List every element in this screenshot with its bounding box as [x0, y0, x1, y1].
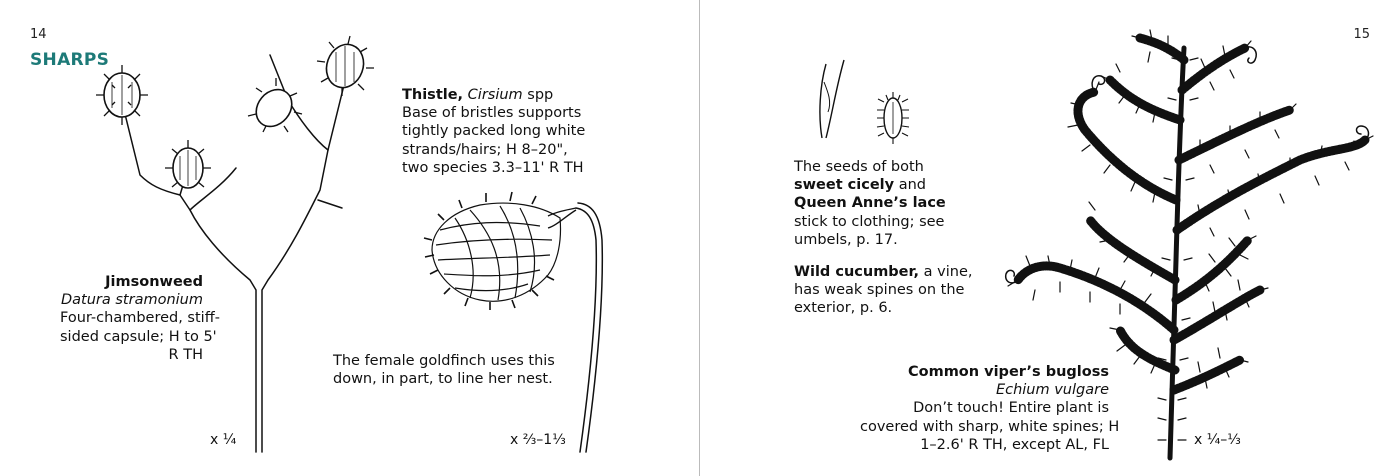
goldfinch-note — [333, 352, 555, 388]
page-number: 15 — [1353, 27, 1370, 42]
thistle-illustration — [0, 0, 699, 476]
bugloss-latin-name: Echium vulgare — [995, 382, 1109, 399]
seeds-note-line5: umbels, p. 17. — [794, 231, 898, 248]
jimsonweed-common-name: Jimsonweed — [105, 274, 203, 290]
jimsonweed-desc-line3: R TH — [168, 346, 203, 363]
seeds-note-line1: The seeds of both — [794, 159, 924, 175]
page-number: 14 — [30, 27, 47, 42]
thistle-head — [424, 192, 576, 310]
section-heading: SHARPS — [30, 50, 110, 70]
cucumber-note-rest: a vine, — [923, 264, 973, 280]
sweet-cicely-name: sweet cicely — [794, 177, 895, 194]
queen-annes-lace-name: Queen Anne’s lace — [794, 195, 946, 212]
seeds-note-line4: stick to clothing; see — [794, 213, 945, 230]
right-page — [700, 0, 1400, 476]
bugloss-desc-line1: Don’t touch! Entire plant is — [913, 400, 1109, 417]
cucumber-note-line3: exterior, p. 6. — [794, 300, 893, 317]
thistle-common-name: Thistle, — [402, 87, 464, 103]
bugloss-caption — [860, 363, 1120, 454]
bugloss-scale: x ¼–⅓ — [1194, 432, 1241, 448]
bugloss-desc-line2: covered with sharp, white spines; H — [860, 418, 1120, 435]
jimsonweed-desc-line2: sided capsule; H to 5' — [60, 328, 217, 345]
jimsonweed-desc-line1: Four-chambered, stiff- — [60, 310, 220, 327]
thistle-scale: x ⅔–1⅓ — [510, 432, 566, 448]
wild-cucumber-name: Wild cucumber, — [794, 264, 920, 280]
thistle-desc-line4: two species 3.3–11' R TH — [402, 159, 584, 176]
goldfinch-note-line1: The female goldfinch uses this — [333, 353, 555, 369]
thistle-desc-line1: Base of bristles supports — [402, 105, 582, 122]
jimsonweed-scale: x ¼ — [210, 432, 237, 448]
jimsonweed-latin-name: Datura stramonium — [61, 292, 203, 309]
thistle-latin-suffix: spp — [527, 87, 554, 103]
goldfinch-note-line2: down, in part, to line her nest. — [333, 371, 553, 388]
thistle-latin-name: Cirsium — [467, 87, 523, 103]
seeds-note-and: and — [898, 177, 926, 194]
left-page — [0, 0, 699, 476]
thistle-desc-line3: strands/hairs; H 8–20", — [402, 141, 568, 158]
bugloss-common-name: Common viper’s bugloss — [907, 364, 1109, 380]
bugloss-desc-line3: 1–2.6' R TH, except AL, FL — [920, 436, 1109, 453]
thistle-desc-line2: tightly packed long white — [402, 123, 586, 140]
cucumber-note-line2: has weak spines on the — [794, 282, 965, 299]
